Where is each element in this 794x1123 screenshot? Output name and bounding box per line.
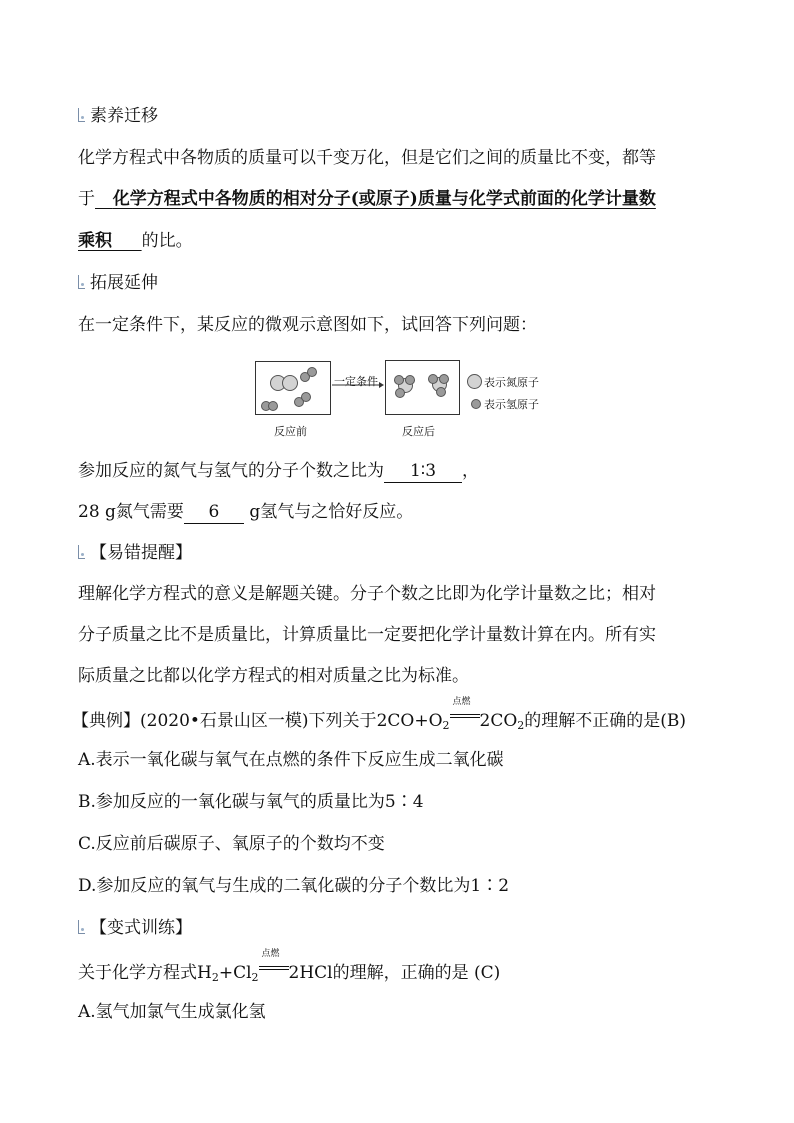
before-box <box>255 361 331 415</box>
legend-hydrogen-label: 表示氢原子 <box>484 398 539 411</box>
answer-text: 化学方程式中各物质的相对分子(或原子)质量与化学式前面的化学计量数 <box>112 189 656 209</box>
option-c: C.反应前后碳原子、氧原子的个数均不变 <box>78 834 385 854</box>
reaction-condition: 点燃 <box>259 958 289 976</box>
example-question: 【典例】(2020•石景山区一模)下列关于$2CO+O_2$ 点燃 $2CO_2$的理解不正确的是(B) <box>72 697 687 732</box>
option-d: D.参加反应的氧气与生成的二氧化碳的分子个数比为1∶2 <box>78 876 510 896</box>
heading-variant-training: 【变式训练】 <box>78 916 192 940</box>
section-marker-icon <box>78 545 85 559</box>
hydrogen-atom <box>395 388 405 398</box>
paragraph-line: 理解化学方程式的意义是解题关键。分子个数之比即为化学计量数之比；相对 <box>78 584 656 604</box>
hydrogen-atom <box>394 375 404 385</box>
nitrogen-atom <box>282 375 298 391</box>
heading-error-reminder: 【易错提醒】 <box>78 541 192 565</box>
option-b: B.参加反应的一氧化碳与氧气的质量比为5∶4 <box>78 792 424 812</box>
heading-extension: 拓展延伸 <box>78 271 158 295</box>
arrow-condition-label: 一定条件 <box>334 375 378 388</box>
option-a: A.表示一氧化碳与氧气在点燃的条件下反应生成二氧化碳 <box>78 750 504 770</box>
before-label: 反应前 <box>274 425 307 438</box>
example-tag: 【典例】 <box>72 711 140 731</box>
section-marker-icon <box>78 108 85 122</box>
variant-question: 关于化学方程式$H_2+Cl_2$ 点燃 2HCl的理解，正确的是 (C) <box>78 949 501 984</box>
option-a: A.氢气加氯气生成氯化氢 <box>78 1002 266 1022</box>
reaction-arrow-icon <box>331 380 385 390</box>
section-marker-icon <box>78 275 85 289</box>
hydrogen-atom <box>428 374 438 384</box>
after-label: 反应后 <box>402 425 435 438</box>
paragraph-line: 在一定条件下，某反应的微观示意图如下，试回答下列问题： <box>78 315 537 335</box>
heading-literacy-transfer: 素养迁移 <box>78 104 158 128</box>
legend-nitrogen-label: 表示氮原子 <box>484 376 539 389</box>
answer-text: 乘积 <box>78 231 112 251</box>
question-line: 参加反应的氮气与氢气的分子个数之比为 1∶3 ， <box>78 461 479 481</box>
paragraph-line: 乘积 的比。 <box>78 231 193 251</box>
hydrogen-atom <box>439 374 449 384</box>
paragraph-line: 分子质量之比不是质量比，计算质量比一定要把化学计量数计算在内。所有实 <box>78 625 656 645</box>
paragraph-line: 化学方程式中各物质的质量可以千变万化，但是它们之间的质量比不变，都等 <box>78 148 656 168</box>
legend-nitrogen-icon <box>467 374 482 389</box>
hydrogen-atom <box>301 392 311 402</box>
reaction-condition: 点燃 <box>450 706 480 724</box>
legend-hydrogen-icon <box>471 399 481 409</box>
paragraph-line: 于 化学方程式中各物质的相对分子(或原子)质量与化学式前面的化学计量数 <box>78 189 656 209</box>
hydrogen-atom <box>268 401 278 411</box>
question-line: 28 g氮气需要 6 g氢气与之恰好反应。 <box>78 502 414 522</box>
paragraph-line: 际质量之比都以化学方程式的相对质量之比为标准。 <box>78 666 469 686</box>
section-marker-icon <box>78 920 85 934</box>
hydrogen-atom <box>405 375 415 385</box>
hydrogen-atom <box>436 387 446 397</box>
answer-blank: 6 <box>184 501 244 524</box>
answer-blank: 1∶3 <box>384 460 462 483</box>
hydrogen-atom <box>307 367 317 377</box>
after-box <box>385 360 460 415</box>
